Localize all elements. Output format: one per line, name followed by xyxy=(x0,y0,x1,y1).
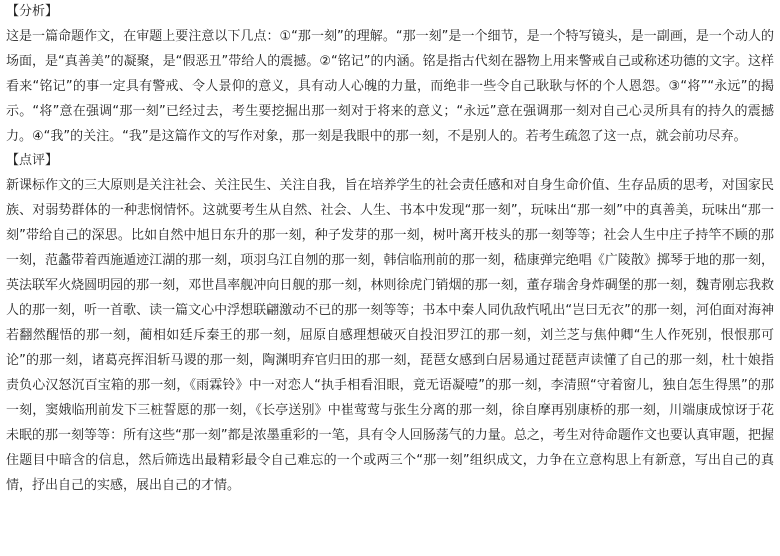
comment-section xyxy=(6,149,774,498)
analysis-heading: 【分析】 xyxy=(6,4,59,19)
comment-paragraph: 新课标作文的三大原则是关注社会、关注民生、关注自我，旨在培养学生的社会责任感和对自身生命价值、生存品质的思考，对国家民族、对弱势群体的一种悲悯情怀。这就要考生从自然、社会、人生、书本中发现“那一刻”，玩味出“那一刻”中的真善美，玩味出“那一刻”带给自己的深思。比如自然中旭日东升的那一刻，种子发芽的那一刻，树叶离开枝头的那一刻等等；社会人生中庄子持竿不顾的那一刻，范蠡带着西施遁迹江湖的那一刻，项羽乌江自刎的那一刻，韩信临刑前的那一刻，嵇康弹完绝唱《广陵散》掷琴于地的那一刻，英法联军火烧圆明园的那一刻，邓世昌率舰冲向日舰的那一刻，林则徐虎门销烟的那一刻，董存瑞舍身炸碉堡的那一刻，魏青刚忘我救人的那一刻，听一首歌、读一篇文心中浮想联翩激动不已的那一刻等等；书本中秦人同仇敌忾吼出“岂曰无衣”的那一刻，河伯面对海神若翻然醒悟的那一刻，蔺相如廷斥秦王的那一刻，屈原自感理想破灭自投汨罗江的那一刻，刘兰芝与焦仲卿“生人作死别，恨恨那可论”的那一刻，诸葛亮挥泪斩马谡的那一刻，陶渊明弃官归田的那一刻，琵琶女感到白居易通过琵琶声读懂了自己的那一刻，杜十娘指责负心汉怒沉百宝箱的那一刻，《雨霖铃》中一对恋人“执手相看泪眼，竟无语凝噎”的那一刻，李清照“守着窗儿，独自怎生得黑”的那一刻，窦娥临刑前发下三桩誓愿的那一刻，《长亭送别》中崔莺莺与张生分离的那一刻，徐自摩再别康桥的那一刻，川端康成惊讶于花未眠的那一刻等等：所有这些“那一刻”都是浓墨重彩的一笔，具有令人回肠荡气的力量。总之，考生对待命题作文也要认真审题，把握住题目中暗含的信息，然后筛选出最精彩最令自己难忘的一个或两三个“那一刻”组织成文，力争在立意构思上有新意，写出自己的真情，抒出自己的实感，展出自己的才情。 xyxy=(6,178,774,493)
analysis-paragraph: 这是一篇命题作文，在审题上要注意以下几点：①“那一刻”的理解。“那一刻”是一个细节，是一个特写镜头，是一副画，是一个动人的场面，是“真善美”的凝聚，是“假恶丑”带给人的震撼。②“铭记”的内涵。铭是指古代刻在器物上用来警戒自己或称述功德的文字。这样看来“铭记”的事一定具有警戒、令人景仰的意义，具有动人心魄的力量，而绝非一些令自己耿耿与怀的个人恩怨。③“将”“永远”的揭示。“将”意在强调“那一刻”已经过去，考生要挖掘出那一刻对于将来的意义；“永远”意在强调那一刻对自己心灵所具有的持久的震撼力。④“我”的关注。“我”是这篇作文的写作对象，那一刻是我眼中的那一刻，不是别人的。若考生疏忽了这一点，就会前功尽弃。 xyxy=(6,29,774,144)
comment-heading: 【点评】 xyxy=(6,153,59,168)
analysis-section xyxy=(6,0,774,149)
